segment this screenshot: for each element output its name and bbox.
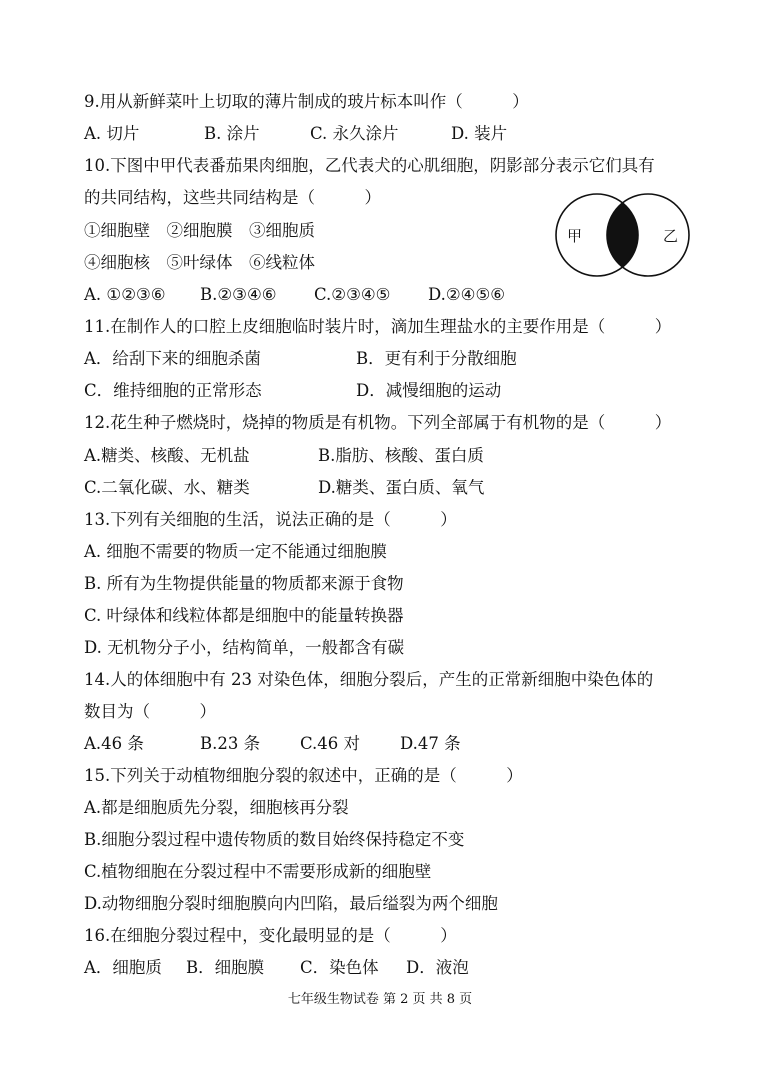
question-14-option-d: D.47 条 [400,734,461,753]
question-14-option-b: B.23 条 [200,734,261,753]
question-16-stem: 16.在细胞分裂过程中，变化最明显的是（ ） [84,926,457,945]
question-15-option-b: B.细胞分裂过程中遗传物质的数目始终保持稳定不变 [84,830,465,849]
question-16-option-b: B．细胞膜 [186,958,265,977]
question-15-option-c: C.植物细胞在分裂过程中不需要形成新的细胞壁 [84,862,432,881]
question-13-option-c: C. 叶绿体和线粒体都是细胞中的能量转换器 [84,606,404,625]
question-10-items-line1: ①细胞壁 ②细胞膜 ③细胞质 [84,221,315,240]
question-16-option-a: A．细胞质 [84,958,162,977]
page-footer: 七年级生物试卷 第 2 页 共 8 页 [287,992,473,1007]
question-11-option-a: A．给刮下来的细胞杀菌 [84,349,261,368]
venn-left-label: 甲 [567,227,583,245]
question-13-option-a: A. 细胞不需要的物质一定不能通过细胞膜 [84,542,387,561]
question-10-stem-line2: 的共同结构，这些共同结构是（ ） [84,188,381,207]
question-11-option-b: B．更有利于分散细胞 [356,349,517,368]
question-12-option-b: B.脂肪、核酸、蛋白质 [318,446,484,465]
question-12-option-a: A.糖类、核酸、无机盐 [84,446,250,465]
question-12-stem: 12.花生种子燃烧时，烧掉的物质是有机物。下列全部属于有机物的是（ ） [84,413,672,432]
question-9-option-d: D. 装片 [451,124,508,143]
question-15-option-a: A.都是细胞质先分裂，细胞核再分裂 [84,798,349,817]
question-10-option-d: D.②④⑤⑥ [428,285,506,304]
question-9-option-b: B. 涂片 [204,124,260,143]
question-9-stem: 9.用从新鲜菜叶上切取的薄片制成的玻片标本叫作（ ） [84,92,529,111]
question-9-option-c: C. 永久涂片 [310,124,399,143]
question-16-option-d: D．液泡 [406,958,469,977]
question-12-option-d: D.糖类、蛋白质、氧气 [318,478,485,497]
question-15-stem: 15.下列关于动植物细胞分裂的叙述中，正确的是（ ） [84,766,523,785]
venn-diagram [545,190,705,280]
question-10-stem-line1: 10.下图中甲代表番茄果肉细胞，乙代表犬的心肌细胞，阴影部分表示它们具有 [84,156,655,175]
question-16-option-c: C．染色体 [300,958,379,977]
question-15-option-d: D.动物细胞分裂时细胞膜向内凹陷，最后缢裂为两个细胞 [84,894,498,913]
question-10-items-line2: ④细胞核 ⑤叶绿体 ⑥线粒体 [84,253,315,272]
question-12-option-c: C.二氧化碳、水、糖类 [84,478,250,497]
venn-right-label: 乙 [663,227,679,245]
question-14-option-c: C.46 对 [300,734,361,753]
question-11-stem: 11.在制作人的口腔上皮细胞临时装片时，滴加生理盐水的主要作用是（ ） [84,317,672,336]
question-11-option-d: D．减慢细胞的运动 [356,381,502,400]
question-10-option-b: B.②③④⑥ [200,285,277,304]
question-14-option-a: A.46 条 [84,734,144,753]
question-14-stem-line2: 数目为（ ） [84,702,216,721]
question-14-stem-line1: 14.人的体细胞中有 23 对染色体，细胞分裂后，产生的正常新细胞中染色体的 [84,670,654,689]
question-13-option-b: B. 所有为生物提供能量的物质都来源于食物 [84,574,404,593]
question-10-option-c: C.②③④⑤ [314,285,391,304]
question-9-option-a: A. 切片 [84,124,140,143]
question-13-stem: 13.下列有关细胞的生活，说法正确的是（ ） [84,510,457,529]
question-13-option-d: D. 无机物分子小，结构简单，一般都含有碳 [84,638,405,657]
question-10-option-a: A. ①②③⑥ [84,285,166,304]
question-11-option-c: C．维持细胞的正常形态 [84,381,262,400]
